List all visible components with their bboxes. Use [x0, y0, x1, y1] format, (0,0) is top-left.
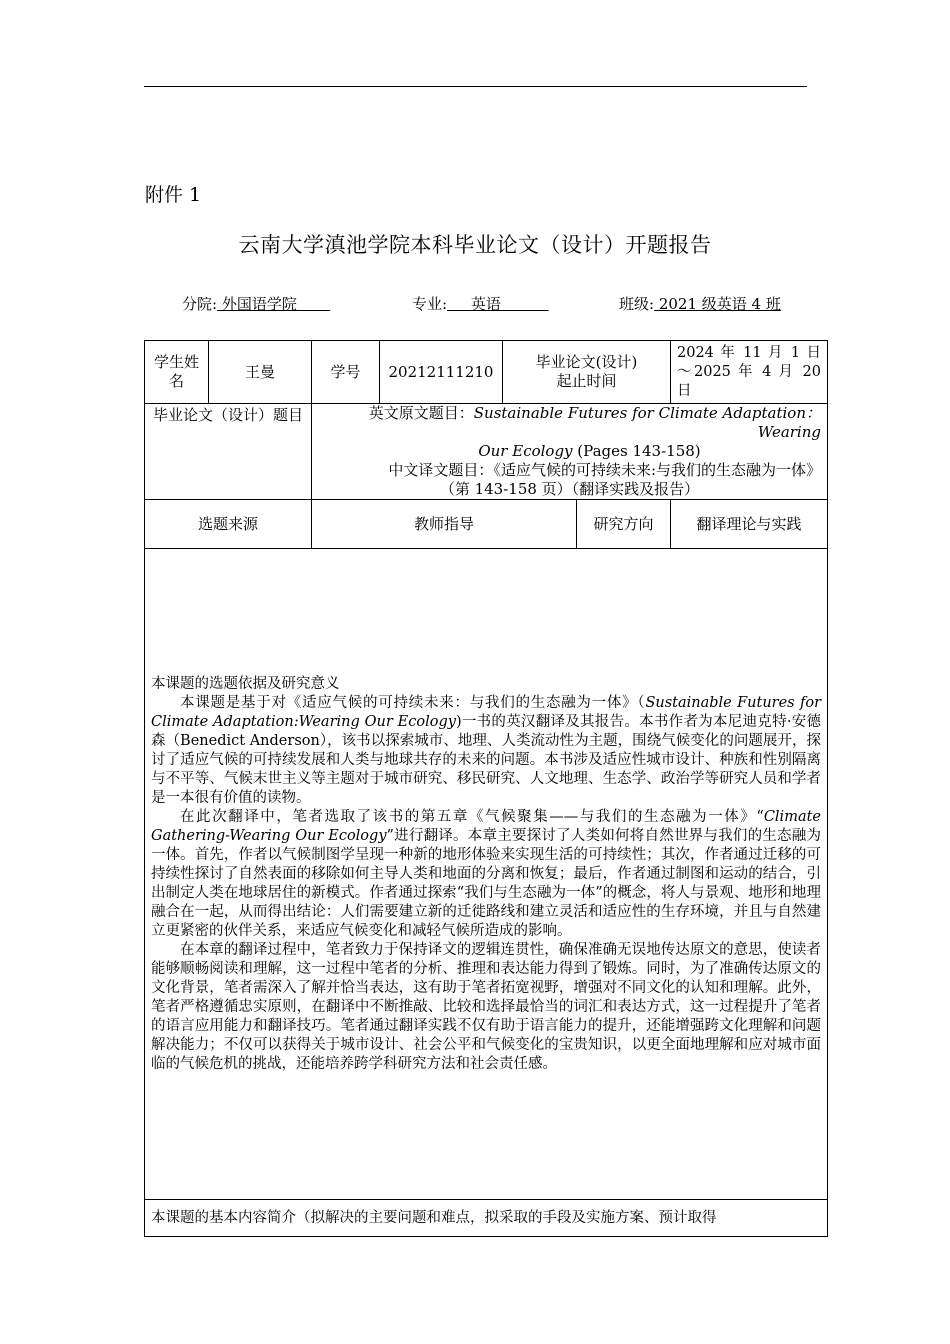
en-title: Sustainable Futures for Climate Adaptation：Wearing — [473, 404, 821, 441]
cn-title: 《适应气候的可持续未来:与我们的生态融为一体》 — [493, 461, 821, 479]
rationale-paragraph-2 — [151, 808, 821, 941]
p2-text-a: 在此次翻译中，笔者选取了该书的第五章《气候聚集——与我们的生态融为一体》“ — [180, 808, 764, 825]
rationale-section — [145, 549, 828, 1200]
college-label: 分院: — [182, 295, 218, 313]
rationale-paragraph-1 — [151, 694, 821, 808]
en-title-line2 — [318, 442, 821, 461]
content-section — [145, 1200, 828, 1237]
class-label: 班级: — [619, 295, 655, 313]
period-label-line1: 毕业论文(设计) — [535, 353, 638, 371]
p1-book-title: Sustainable Futures for Climate Adaptation:Wearing Our Ecology — [151, 694, 822, 730]
class-field — [619, 293, 781, 314]
student-name-label: 学生姓名 — [145, 341, 209, 404]
period-value: 2024 年 11 月 1 日～2025 年 4 月 20 日 — [671, 341, 828, 404]
major-field — [412, 293, 549, 314]
direction-label: 研究方向 — [577, 500, 671, 549]
attachment-label: 附件 1 — [145, 184, 202, 206]
college-value: 外国语学院 — [217, 295, 331, 313]
table-row — [145, 404, 828, 500]
en-title-continued: Our Ecology — [478, 442, 573, 460]
en-title-pages: (Pages 143-158) — [572, 442, 701, 460]
en-title-line — [318, 404, 821, 442]
table-row — [145, 549, 828, 1200]
rationale-heading: 本课题的选题依据及研究意义 — [151, 675, 340, 692]
cn-title-sub: （第 143-158 页）（翻译实践及报告） — [439, 480, 700, 498]
table-row — [145, 1200, 828, 1237]
table-row — [145, 500, 828, 549]
topic-value — [312, 404, 828, 500]
en-title-label: 英文原文题目： — [368, 404, 474, 422]
p2-text-b: ”进行翻译。本章主要探讨了人类如何将自然世界与我们的生态融为一体。首先，作者以气候制图学呈现一种新的地形体验来实现生活的可持续性；其次，作者通过迁移的可持续性探讨了自然表面的移除如何主导人类和地面的分离和恢复；最后，作者通过制图和运动的结合，引出制定人类在地球居住的新模式。作者通过探索“我们与生态融为一体”的概念，将人与景观、地形和地理融合在一起，从而得出结论：人们需要建立新的迁徙路线和建立灵活和适应性的生存环境，并且与自然建立更紧密的伙伴关系，来适应气候变化和减轻气候所造成的影响。 — [151, 827, 821, 939]
content-heading: 本课题的基本内容简介（拟解决的主要问题和难点，拟采取的手段及实施方案、预计取得 — [151, 1209, 717, 1226]
major-label: 专业: — [412, 295, 448, 313]
rationale-paragraph-3: 在本章的翻译过程中，笔者致力于保持译文的逻辑连贯性，确保准确无误地传达原文的意思，使读者能够顺畅阅读和理解，这一过程中笔者的分析、推理和表达能力得到了锻炼。同时，为了准确传达原文的文化背景，笔者需深入了解并恰当表达，这有助于笔者拓宽视野，增强对不同文化的认知和理解。此外，笔者严格遵循忠实原则，在翻译中不断推敲、比较和选择最恰当的词汇和表达方式，这一过程提升了笔者的语言应用能力和翻译技巧。笔者通过翻译实践不仅有助于语言能力的提升，还能增强跨文化理解和问题解决能力；不仅可以获得关于城市设计、社会公平和气候变化的宝贵知识，以更全面地理解和应对城市面临的气候危机的挑战，还能培养跨学科研究方法和社会责任感。 — [151, 941, 821, 1072]
period-label — [503, 341, 671, 404]
college-field — [182, 293, 330, 314]
topic-label: 毕业论文（设计）题目 — [145, 404, 312, 500]
direction-value: 翻译理论与实践 — [671, 500, 828, 549]
p1-text-b: )一书的英汉翻译及其报告。本书作者为本尼迪克特·安德森（Benedict Anderson），该书以探索城市、地理、人类流动性为主题，围绕气候变化的问题展开，探讨了适应气候的可持续发展和人类与地球共存的未来的问题。本书涉及适应性城市设计、种族和性别隔离与不平等、气候末世主义等主题对于城市研究、移民研究、人文地理、生态学、政治学等研究人员和学者是一本很有价值的读物。 — [151, 713, 821, 806]
page-title: 云南大学滇池学院本科毕业论文（设计）开题报告 — [238, 233, 712, 257]
top-rule — [144, 86, 807, 87]
p2-chapter-title: Climate Gathering-Wearing Our Ecology — [151, 808, 821, 844]
period-label-line2: 起止时间 — [556, 372, 617, 390]
p1-text-a: 本课题是基于对《适应气候的可持续未来：与我们的生态融为一体》（ — [180, 694, 646, 711]
student-id-value: 20212111210 — [380, 341, 503, 404]
student-id-label: 学号 — [312, 341, 380, 404]
student-name-value: 王曼 — [209, 341, 312, 404]
cn-title-label: 中文译文题目： — [388, 461, 494, 479]
proposal-table — [144, 340, 828, 1237]
table-row — [145, 341, 828, 404]
major-value: 英语 — [447, 295, 549, 313]
class-value: 2021 级英语 4 班 — [654, 295, 781, 313]
source-label: 选题来源 — [145, 500, 312, 549]
source-value: 教师指导 — [312, 500, 577, 549]
cn-title-line — [318, 461, 821, 480]
